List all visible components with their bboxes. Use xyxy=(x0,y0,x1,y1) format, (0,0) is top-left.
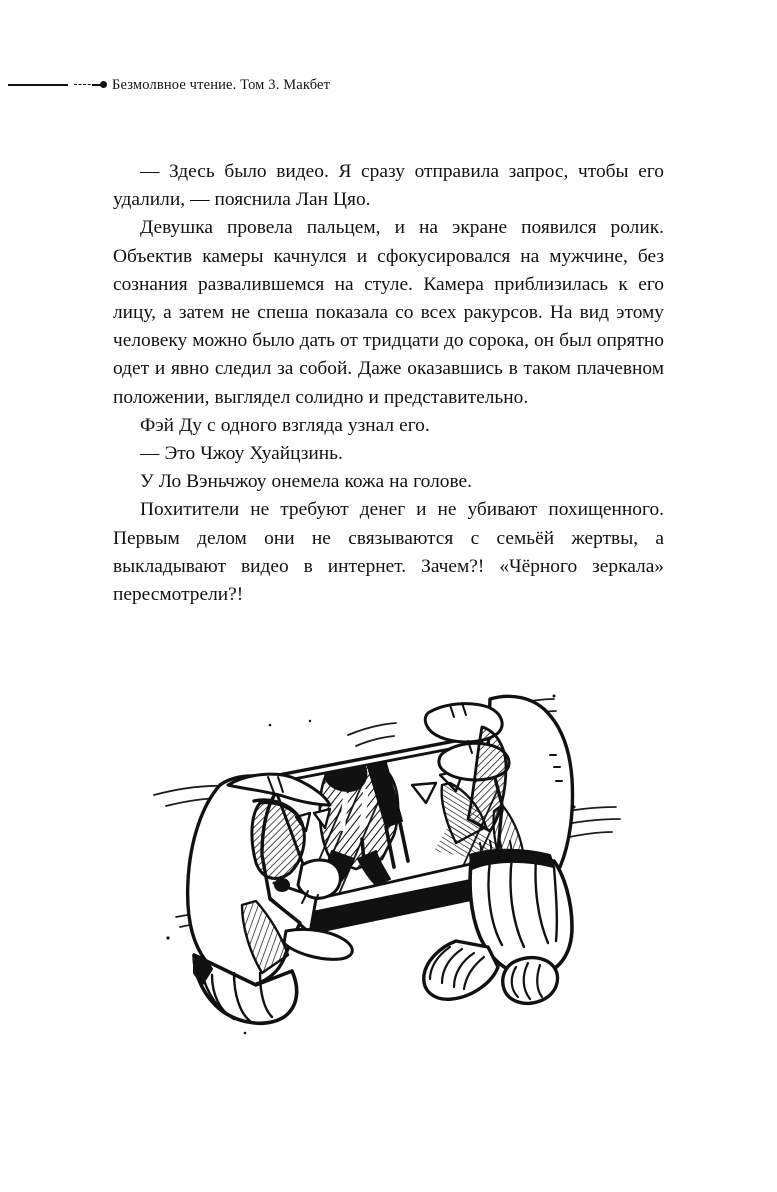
running-head-rule-icon xyxy=(0,78,112,92)
hands-holding-smartphone-illustration xyxy=(150,655,640,1035)
rule-solid-segment xyxy=(8,84,68,86)
illustration-svg xyxy=(150,655,640,1035)
paragraph: — Здесь было видео. Я сразу отправила запрос, чтобы его удалили, — пояснила Лан Цяо. xyxy=(113,161,664,211)
paragraph: Фэй Ду с одного взгляда узнал его. xyxy=(140,414,430,436)
paragraph: Похитители не требуют денег и не убивают похищенного. Первым делом они не связываются с семьёй жертвы, а выкладывают видео в интернет. Зачем?! «Чёрного зеркала» пересмотрели?! xyxy=(113,499,664,606)
running-head-title: Безмолвное чтение. Том 3. Макбет xyxy=(112,76,331,93)
paragraph: — Это Чжоу Хуайцзинь. xyxy=(140,443,343,465)
paragraph: Девушка провела пальцем, и на экране появился ролик. Объектив камеры качнулся и сфокусировался на мужчине, без сознания развалившемся на стуле. Камера приблизилась к его лицу, а затем не спеша показала со всех ракурсов. На вид этому человеку можно было дать от тридцати до сорока, он был опрятно одет и явно следил за собой. Даже оказавшись в таком плачевном положении, выглядел солидно и представительно. xyxy=(113,217,664,408)
bullet-dot-icon xyxy=(100,81,107,88)
running-head xyxy=(0,72,777,98)
body-text-block xyxy=(113,158,664,609)
paragraph: У Ло Вэньчжоу онемела кожа на голове. xyxy=(140,471,472,493)
